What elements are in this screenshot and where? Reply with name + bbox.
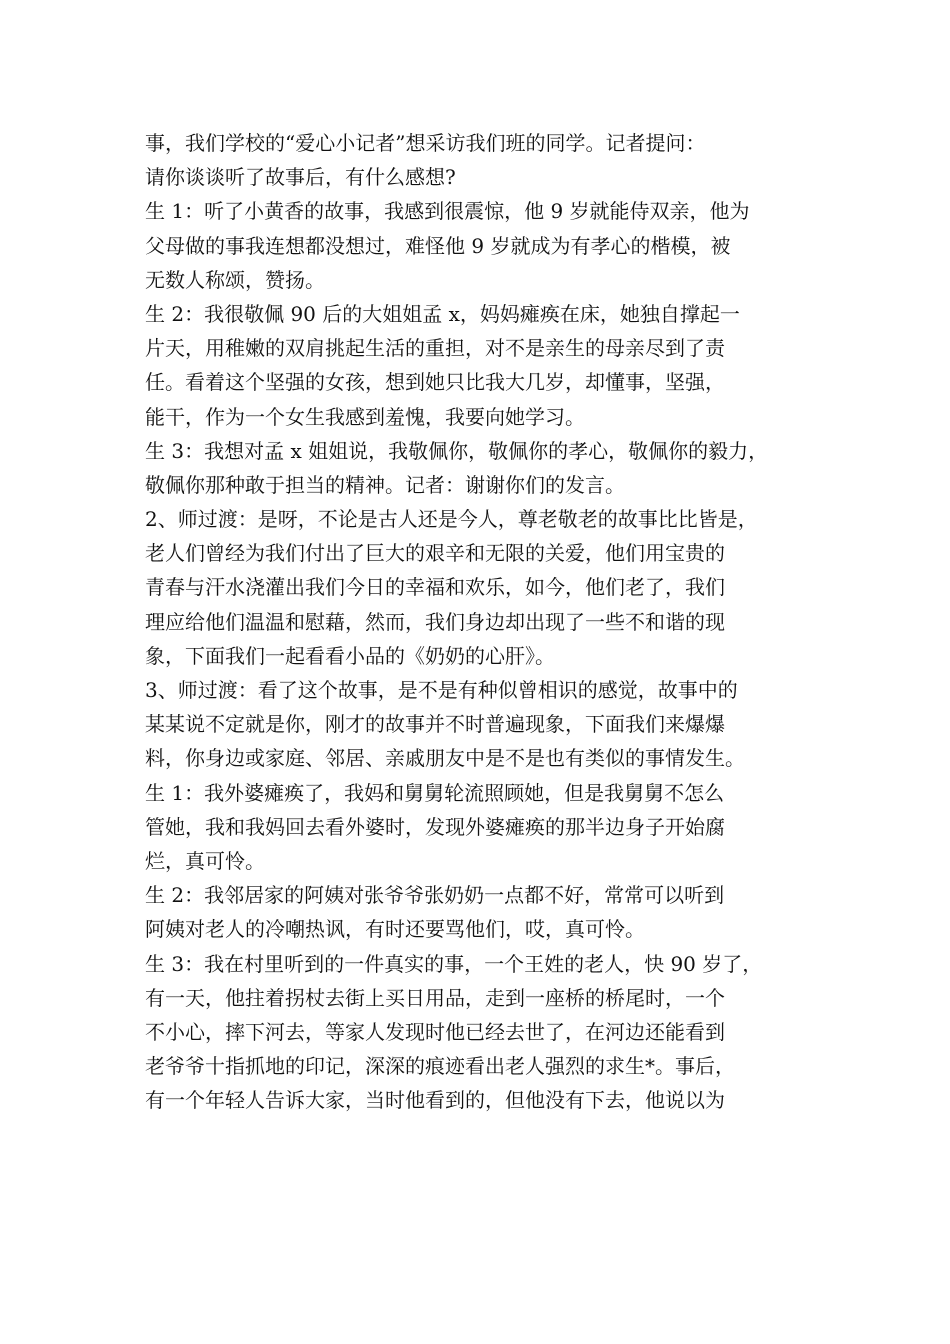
text-line: 生 3：我在村里听到的一件真实的事，一个王姓的老人，快 90 岁了，	[145, 951, 763, 976]
text-line: 有一天，他拄着拐杖去街上买日用品，走到一座桥的桥尾时，一个	[145, 985, 725, 1010]
text-line: 3、师过渡：看了这个故事，是不是有种似曾相识的感觉，故事中的	[145, 678, 738, 702]
text-line: 无数人称颂，赞扬。	[145, 267, 325, 292]
text-line: 管她，我和我妈回去看外婆时，发现外婆瘫痪的那半边身子开始腐	[145, 814, 725, 839]
text-line: 生 1：听了小黄香的故事，我感到很震惊，他 9 岁就能侍双亲，他为	[145, 199, 750, 224]
text-line: 烂，真可怜。	[145, 848, 265, 873]
text-line: 2、师过渡：是呀，不论是古人还是今人，尊老敬老的故事比比皆是，	[145, 507, 758, 532]
text-line: 老爷爷十指抓地的印记，深深的痕迹看出老人强烈的求生*。事后，	[145, 1054, 735, 1079]
text-line: 生 1：我外婆瘫痪了，我妈和舅舅轮流照顾她，但是我舅舅不怎么	[145, 780, 725, 805]
text-line: 能干，作为一个女生我感到羞愧，我要向她学习。	[145, 404, 585, 429]
text-line: 理应给他们温温和慰藉，然而，我们身边却出现了一些不和谐的现	[145, 609, 725, 634]
text-line: 生 2：我邻居家的阿姨对张爷爷张奶奶一点都不好，常常可以听到	[145, 883, 725, 908]
document-body	[145, 126, 815, 1117]
text-line: 料，你身边或家庭、邻居、亲戚朋友中是不是也有类似的事情发生。	[145, 746, 745, 771]
text-line: 青春与汗水浇灌出我们今日的幸福和欢乐，如今，他们老了，我们	[145, 575, 725, 600]
text-line: 父母做的事我连想都没想过，难怪他 9 岁就成为有孝心的楷模，被	[145, 233, 731, 258]
text-line: 不小心，摔下河去，等家人发现时他已经去世了，在河边还能看到	[145, 1019, 725, 1044]
text-line: 生 3：我想对孟 x 姐姐说，我敬佩你，敬佩你的孝心，敬佩你的毅力，	[145, 438, 769, 463]
text-line: 老人们曾经为我们付出了巨大的艰辛和无限的关爱，他们用宝贵的	[145, 541, 725, 566]
text-line: 任。看着这个坚强的女孩，想到她只比我大几岁，却懂事，坚强，	[145, 370, 725, 395]
text-line: 敬佩你那种敢于担当的精神。记者：谢谢你们的发言。	[145, 472, 625, 497]
text-line: 有一个年轻人告诉大家，当时他看到的，但他没有下去，他说以为	[145, 1088, 725, 1113]
text-line: 生 2：我很敬佩 90 后的大姐姐孟 x，妈妈瘫痪在床，她独自撑起一	[145, 301, 740, 326]
text-line: 事，我们学校的“爱心小记者”想采访我们班的同学。记者提问：	[145, 131, 706, 155]
text-line: 阿姨对老人的冷嘲热讽，有时还要骂他们，哎，真可怜。	[145, 917, 645, 942]
text-line: 某某说不定就是你，刚才的故事并不时普遍现象，下面我们来爆爆	[145, 712, 725, 737]
text-line: 片天，用稚嫩的双肩挑起生活的重担，对不是亲生的母亲尽到了责	[145, 336, 725, 361]
text-line: 象，下面我们一起看看小品的《奶奶的心肝》。	[145, 643, 555, 668]
text-line: 请你谈谈听了故事后，有什么感想?	[145, 165, 456, 190]
